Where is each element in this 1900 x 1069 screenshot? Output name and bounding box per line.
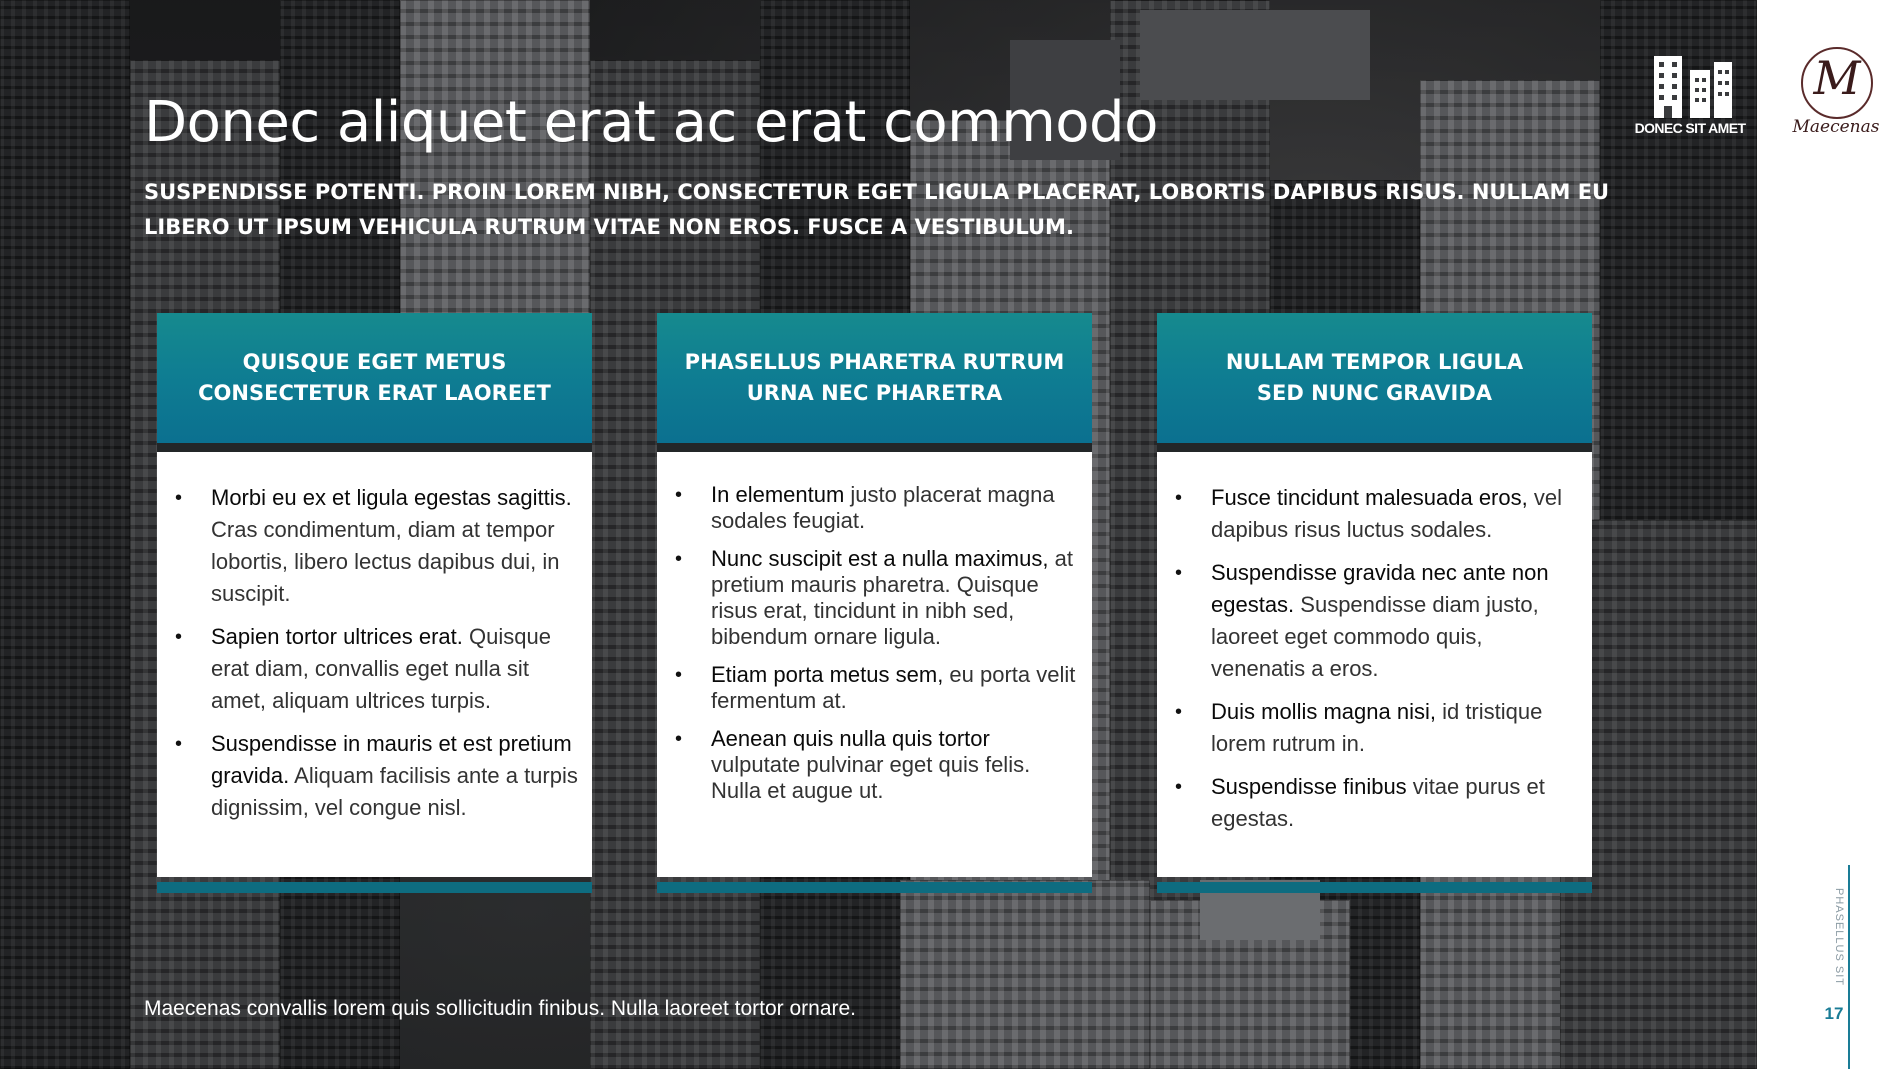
bullet-dot: •	[675, 484, 683, 506]
card-body	[157, 452, 592, 877]
bullet-item	[675, 482, 1080, 534]
bullet-bold-text: Duis mollis magna nisi,	[1211, 699, 1436, 724]
card-footer-bar	[1157, 882, 1592, 893]
bullet-bold-text: Suspendisse in mauris et est pretium gravida.	[211, 731, 572, 788]
bullet-bold-text: Suspendisse gravida nec ante non egestas.	[1211, 560, 1549, 617]
bullet-dot: •	[675, 548, 683, 570]
bullet-dot: •	[675, 728, 683, 750]
bullet-list	[675, 482, 1080, 816]
bullet-dot: •	[175, 626, 183, 648]
slide-subtitle: SUSPENDISSE POTENTI. PROIN LOREM NIBH, CONSECTETUR EGET LIGULA PLACERAT, LOBORTIS DAPIBUS RISUS. NULLAM EU LIBERO UT IPSUM VEHICULA RUTRUM VITAE NON EROS. FUSCE A VESTIBULUM.	[144, 180, 1610, 239]
bullet-dot: •	[675, 664, 683, 686]
monogram-logo	[1801, 47, 1873, 119]
bullet-text: vel dapibus risus luctus sodales.	[1211, 485, 1562, 542]
bullet-dot: •	[1175, 487, 1183, 509]
side-section-label: PHASELLUS SIT	[1833, 888, 1845, 986]
card-divider	[657, 443, 1092, 452]
bullet-text: Suspendisse diam justo, laoreet eget commodo quis, venenatis a eros.	[1211, 592, 1539, 681]
card-header	[157, 313, 592, 443]
card-header	[1157, 313, 1592, 443]
card-title: QUISQUE EGET METUS CONSECTETUR ERAT LAOREET	[198, 350, 551, 405]
bullet-text: vitae purus et egestas.	[1211, 774, 1545, 831]
side-panel	[1757, 0, 1900, 1069]
bullet-item	[175, 621, 580, 717]
slide-title: Donec aliquet erat ac erat commodo	[144, 90, 1158, 155]
bullet-list	[1175, 482, 1580, 846]
bullet-text: Aliquam facilisis ante a turpis dignissim, vel congue nisl.	[211, 763, 578, 820]
monogram-letter: M	[1813, 51, 1861, 105]
bullet-dot: •	[175, 487, 183, 509]
bullet-item	[1175, 557, 1580, 685]
bullet-item	[675, 726, 1080, 804]
card-body	[1157, 452, 1592, 877]
card-divider	[1157, 443, 1592, 452]
info-card-2	[657, 313, 1092, 893]
card-title: NULLAM TEMPOR LIGULA SED NUNC GRAVIDA	[1225, 350, 1524, 405]
bullet-item	[175, 482, 580, 610]
bullet-bold-text: Sapien tortor ultrices erat.	[211, 624, 463, 649]
info-card-1	[157, 313, 592, 893]
bullet-dot: •	[1175, 776, 1183, 798]
brand-icon-label: DONEC SIT AMET	[1634, 120, 1746, 136]
bullet-text: eu porta velit fermentum at.	[711, 662, 1076, 713]
bullet-item	[175, 728, 580, 824]
bullet-item	[675, 662, 1080, 714]
bullet-text: Cras condimentum, diam at tempor lobortis, libero lectus dapibus dui, in suscipit.	[211, 517, 560, 606]
bullet-item	[675, 546, 1080, 650]
bullet-bold-text: Fusce tincidunt malesuada eros,	[1211, 485, 1528, 510]
bullet-text: id tristique lorem rutrum in.	[1211, 699, 1543, 756]
footer-note: Maecenas convallis lorem quis sollicitudin finibus. Nulla laoreet tortor ornare.	[144, 997, 857, 1020]
bullet-text: justo placerat magna sodales feugiat.	[711, 482, 1055, 533]
card-title: PHASELLUS PHARETRA RUTRUM URNA NEC PHARETRA	[684, 350, 1065, 405]
bullet-bold-text: Morbi eu ex et ligula egestas sagittis.	[211, 485, 572, 510]
bullet-dot: •	[1175, 701, 1183, 723]
bullet-dot: •	[1175, 562, 1183, 584]
card-header	[657, 313, 1092, 443]
bullet-item	[1175, 482, 1580, 546]
bullet-text: vulputate pulvinar eget quis felis. Nulla et augue ut.	[711, 752, 1031, 803]
card-divider	[157, 443, 592, 452]
bullet-bold-text: In elementum	[711, 482, 845, 507]
bullet-bold-text: Etiam porta metus sem,	[711, 662, 944, 687]
info-card-3	[1157, 313, 1592, 893]
side-accent-line	[1848, 865, 1850, 1069]
bullet-item	[1175, 771, 1580, 835]
bullet-text: Quisque erat diam, convallis eget nulla sit amet, aliquam ultrices turpis.	[211, 624, 551, 713]
bullet-text: at pretium mauris pharetra. Quisque risus erat, tincidunt in nibh sed, bibendum ornare ligula.	[711, 546, 1073, 649]
bullet-bold-text: Nunc suscipit est a nulla maximus,	[711, 546, 1049, 571]
bullet-item	[1175, 696, 1580, 760]
bullet-dot: •	[175, 733, 183, 755]
bullet-bold-text: Aenean quis nulla quis tortor	[711, 726, 990, 751]
card-body	[657, 452, 1092, 877]
bullet-list	[175, 482, 580, 835]
page-number: 17	[1824, 1004, 1844, 1023]
bullet-bold-text: Suspendisse finibus	[1211, 774, 1407, 799]
card-footer-bar	[657, 882, 1092, 893]
monogram-wordmark: Maecenas	[1792, 117, 1880, 137]
card-footer-bar	[157, 882, 592, 893]
